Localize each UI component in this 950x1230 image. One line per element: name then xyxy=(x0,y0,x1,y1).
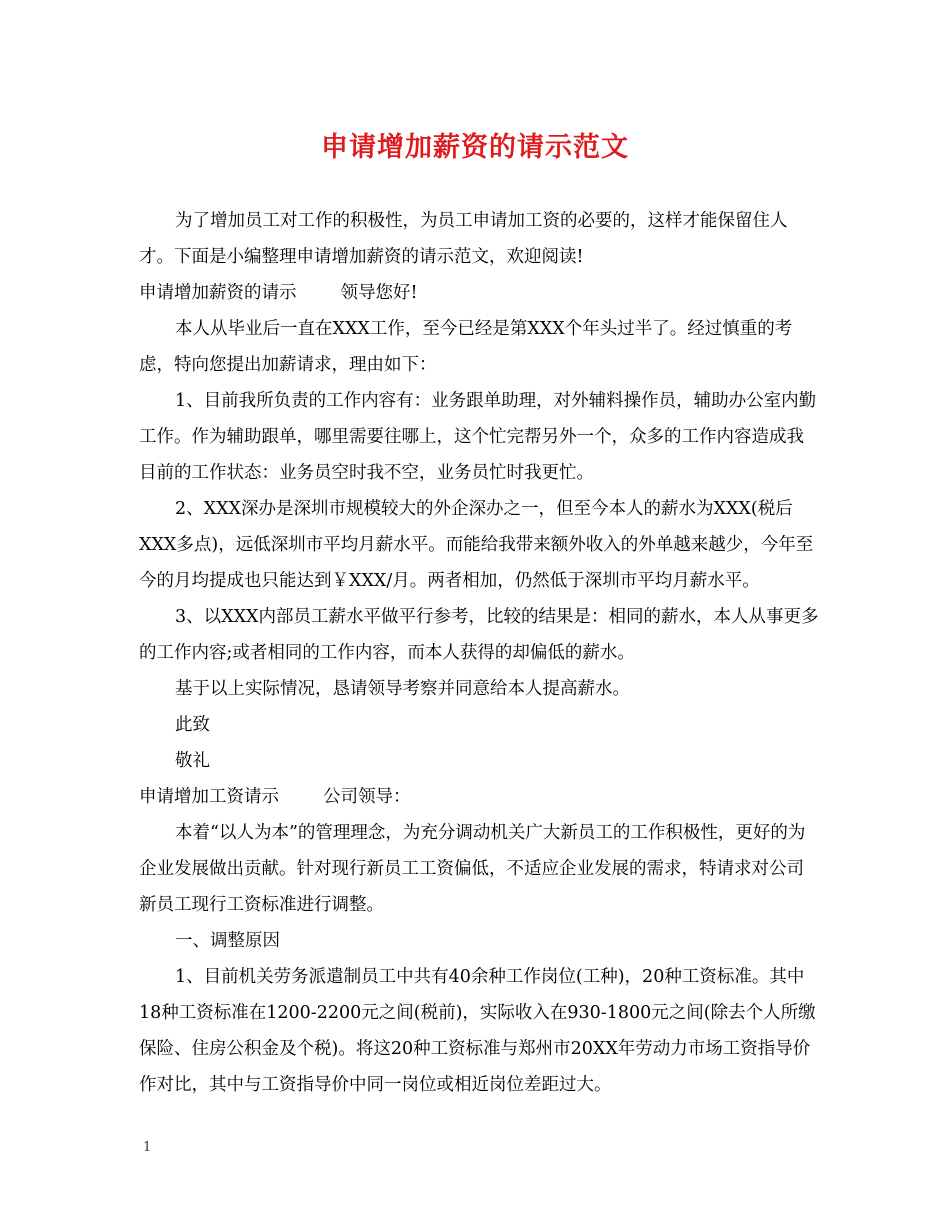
section1-heading-line xyxy=(139,275,819,311)
section2-heading-line xyxy=(139,779,819,815)
closing-line: 敬礼 xyxy=(175,751,210,771)
section2-salutation: 公司领导： xyxy=(323,787,411,807)
section1-paragraph: 2、XXX深办是深圳市规模较大的外企深办之一，但至今本人的薪水为XXX(税后XXX多点)，远低深圳市平均月薪水平。而能给我带来额外收入的外单越来越少，今年至今的月均提成也只能达到￥XXX/月。两者相加，仍然低于深圳市平均月薪水平。 xyxy=(139,499,814,591)
section1-salutation: 领导您好! xyxy=(340,283,418,303)
section1-paragraph: 基于以上实际情况，恳请领导考察并同意给本人提高薪水。 xyxy=(175,679,630,699)
document-title: 申请增加薪资的请示范文 xyxy=(321,132,629,163)
section2-subheading: 一、调整原因 xyxy=(175,931,280,951)
closing-line: 此致 xyxy=(175,715,210,735)
section1-paragraph: 3、以XXX内部员工薪水平做平行参考，比较的结果是：相同的薪水，本人从事更多的工作内容;或者相同的工作内容，而本人获得的却偏低的薪水。 xyxy=(139,607,819,663)
page-number: 1 xyxy=(143,1140,152,1155)
section2-paragraph: 本着“以人为本”的管理理念，为充分调动机关广大新员工的工作积极性，更好的为企业发展做出贡献。针对现行新员工工资偏低，不适应企业发展的需求，特请求对公司新员工现行工资标准进行调整。 xyxy=(139,823,806,915)
section1-paragraph: 本人从毕业后一直在XXX工作，至今已经是第XXX个年头过半了。经过慎重的考虑，特向您提出加薪请求，理由如下： xyxy=(139,319,793,375)
section1-paragraph: 1、目前我所负责的工作内容有：业务跟单助理，对外辅料操作员，辅助办公室内勤工作。作为辅助跟单，哪里需要往哪上，这个忙完帮另外一个，众多的工作内容造成我目前的工作状态：业务员空时我不空，业务员忙时我更忙。 xyxy=(139,391,817,483)
document-body xyxy=(139,203,819,1103)
section1-heading: 申请增加薪资的请示 xyxy=(139,283,297,303)
section2-paragraph: 1、目前机关劳务派遣制员工中共有40余种工作岗位(工种)，20种工资标准。其中18种工资标准在1200-2200元之间(税前)，实际收入在930-1800元之间(除去个人所缴保险、住房公积金及个税)。将这20种工资标准与郑州市20XX年劳动力市场工资指导价作对比，其中与工资指导价中同一岗位或相近岗位差距过大。 xyxy=(139,967,816,1095)
intro-paragraph: 为了增加员工对工作的积极性，为员工申请加工资的必要的，这样才能保留住人才。下面是小编整理申请增加薪资的请示范文，欢迎阅读! xyxy=(139,211,788,267)
section2-heading: 申请增加工资请示 xyxy=(139,787,279,807)
